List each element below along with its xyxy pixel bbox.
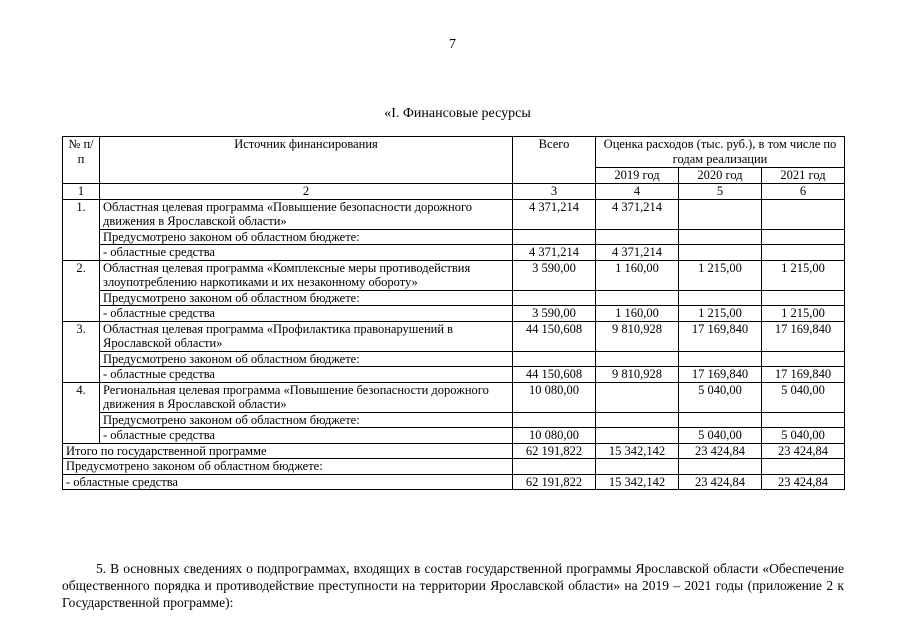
totals-regional-2021: 23 424,84	[762, 474, 845, 490]
totals-total: 62 191,822	[513, 443, 596, 459]
totals-law-note: Предусмотрено законом об областном бюджете:	[63, 459, 513, 475]
regional-label: - областные средства	[100, 428, 513, 444]
law-note-row	[63, 290, 845, 306]
program-2021: 17 169,840	[762, 321, 845, 351]
regional-2021: 1 215,00	[762, 306, 845, 322]
column-numbers-row	[63, 184, 845, 200]
program-num: 1.	[63, 199, 100, 260]
program-2019: 4 371,214	[596, 199, 679, 229]
regional-label: - областные средства	[100, 306, 513, 322]
regional-total: 3 590,00	[513, 306, 596, 322]
program-total: 4 371,214	[513, 199, 596, 229]
program-row	[63, 260, 845, 290]
totals-regional-2019: 15 342,142	[596, 474, 679, 490]
program-2019: 9 810,928	[596, 321, 679, 351]
program-2021: 1 215,00	[762, 260, 845, 290]
body-paragraph	[62, 560, 844, 611]
regional-2021: 5 040,00	[762, 428, 845, 444]
totals-row	[63, 443, 845, 459]
header-source: Источник финансирования	[100, 137, 513, 184]
program-2020: 1 215,00	[679, 260, 762, 290]
program-2020: 5 040,00	[679, 382, 762, 412]
financial-resources-table	[62, 136, 845, 490]
regional-total: 10 080,00	[513, 428, 596, 444]
program-num: 4.	[63, 382, 100, 443]
totals-regional-row	[63, 474, 845, 490]
program-row	[63, 321, 845, 351]
program-num: 3.	[63, 321, 100, 382]
totals-regional-2020: 23 424,84	[679, 474, 762, 490]
col-number: 6	[762, 184, 845, 200]
regional-2019: 4 371,214	[596, 245, 679, 261]
header-year-2020: 2020 год	[679, 168, 762, 184]
regional-2019	[596, 428, 679, 444]
program-name: Областная целевая программа «Комплексные меры противодействия злоупотреблению наркотиками и их незаконному обороту»	[100, 260, 513, 290]
page-number: 7	[449, 37, 456, 52]
col-number: 2	[100, 184, 513, 200]
totals-2019: 15 342,142	[596, 443, 679, 459]
header-estimate: Оценка расходов (тыс. руб.), в том числе по годам реализации	[596, 137, 845, 168]
program-name: Региональная целевая программа «Повышение безопасности дорожного движения в Ярославской области»	[100, 382, 513, 412]
law-note: Предусмотрено законом об областном бюджете:	[100, 290, 513, 306]
regional-total: 4 371,214	[513, 245, 596, 261]
program-2019: 1 160,00	[596, 260, 679, 290]
law-note-row	[63, 229, 845, 245]
program-2019	[596, 382, 679, 412]
totals-regional-total: 62 191,822	[513, 474, 596, 490]
col-number: 4	[596, 184, 679, 200]
program-name: Областная целевая программа «Профилактика правонарушений в Ярославской области»	[100, 321, 513, 351]
program-2020: 17 169,840	[679, 321, 762, 351]
law-note: Предусмотрено законом об областном бюджете:	[100, 351, 513, 367]
header-year-2019: 2019 год	[596, 168, 679, 184]
regional-label: - областные средства	[100, 367, 513, 383]
col-number: 5	[679, 184, 762, 200]
law-note-row	[63, 412, 845, 428]
table-header-row	[63, 137, 845, 168]
totals-label: Итого по государственной программе	[63, 443, 513, 459]
regional-label: - областные средства	[100, 245, 513, 261]
program-total: 3 590,00	[513, 260, 596, 290]
regional-2019: 1 160,00	[596, 306, 679, 322]
program-total: 10 080,00	[513, 382, 596, 412]
totals-2021: 23 424,84	[762, 443, 845, 459]
program-2021	[762, 199, 845, 229]
header-year-2021: 2021 год	[762, 168, 845, 184]
regional-funds-row	[63, 306, 845, 322]
regional-total: 44 150,608	[513, 367, 596, 383]
totals-regional-label: - областные средства	[63, 474, 513, 490]
law-note: Предусмотрено законом об областном бюджете:	[100, 412, 513, 428]
header-total: Всего	[513, 137, 596, 184]
totals-law-note-row	[63, 459, 845, 475]
program-2021: 5 040,00	[762, 382, 845, 412]
law-note-row	[63, 351, 845, 367]
regional-2020: 5 040,00	[679, 428, 762, 444]
program-row	[63, 199, 845, 229]
regional-2019: 9 810,928	[596, 367, 679, 383]
program-total: 44 150,608	[513, 321, 596, 351]
regional-2020: 1 215,00	[679, 306, 762, 322]
program-row	[63, 382, 845, 412]
header-num: № п/п	[63, 137, 100, 184]
program-2020	[679, 199, 762, 229]
body-paragraph-text: 5. В основных сведениях о подпрограммах, входящих в состав государственной программы Ярославской области «Обеспечение общественного порядка и противодействие преступности на территории Ярославской области» на 2019 – 2021 годы (приложение 2 к Государственной программе):	[62, 561, 844, 610]
section-title: «I. Финансовые ресурсы	[384, 106, 531, 121]
regional-funds-row	[63, 428, 845, 444]
col-number: 3	[513, 184, 596, 200]
regional-2021: 17 169,840	[762, 367, 845, 383]
totals-2020: 23 424,84	[679, 443, 762, 459]
regional-funds-row	[63, 245, 845, 261]
regional-funds-row	[63, 367, 845, 383]
col-number: 1	[63, 184, 100, 200]
program-name: Областная целевая программа «Повышение безопасности дорожного движения в Ярославской области»	[100, 199, 513, 229]
regional-2020	[679, 245, 762, 261]
regional-2021	[762, 245, 845, 261]
law-note: Предусмотрено законом об областном бюджете:	[100, 229, 513, 245]
program-num: 2.	[63, 260, 100, 321]
regional-2020: 17 169,840	[679, 367, 762, 383]
